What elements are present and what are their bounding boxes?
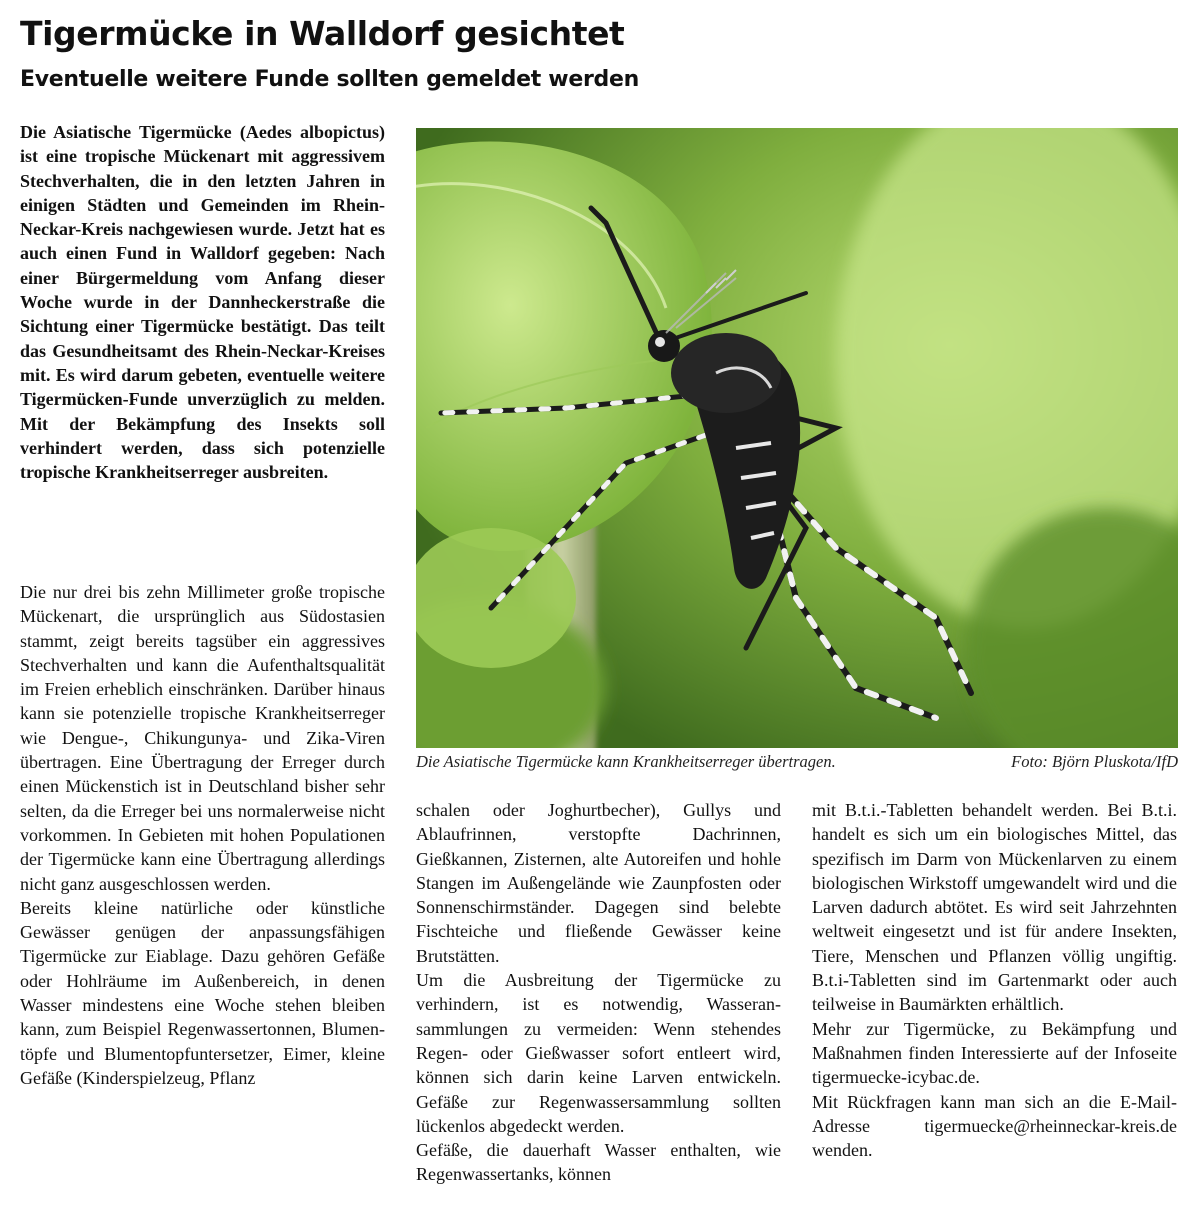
body-paragraph: Um die Ausbreitung der Tigermücke zu verhindern, ist es notwendig, Wasseransammlungen zu vermeiden: Wenn stehendes Regen- oder Gießwasser sofort entleert wird, können sich darin keine Larven entwickeln. Gefäße zur Regenwassersammlung sollten lückenlos abgedeckt werden. [416, 970, 781, 1136]
subheadline: Eventuelle weitere Funde sollten gemeldet werden [20, 67, 639, 92]
body-paragraph: Mit Rückfragen kann man sich an die E-Mail-Adresse tigermuecke@rheinneckar-kreis.de wenden. [812, 1091, 1177, 1161]
photo-credit: Foto: Björn Pluskota/IfD [1011, 752, 1178, 771]
photo-caption [416, 751, 1178, 773]
body-paragraph: schalen oder Joghurtbecher), Gullys und Ablaufrinnen, verstopfte Dachrinnen, Gießkannen, Zisternen, alte Autoreifen und hohle Stangen im Außengelände wie Zaunpfosten oder Sonnenschirmständer. Dagegen sind belebte Fischteiche und fließende Gewässer keine Brutstätten. [416, 800, 781, 966]
body-paragraph: Bereits kleine natürliche oder künstliche Gewässer genügen der anpassungsfähigen Tigermücke zur Eiablage. Dazu gehören Gefäße oder Hohlräume im Außenbereich, in denen Wasser mindestens eine Woche stehen bleiben kann, zum Beispiel Regenwassertonnen, Blumentöpfe und Blumentopfuntersetzer, Eimer, kleine Gefäße (Kinderspielzeug, Pflanz [20, 897, 385, 1088]
body-column-3 [812, 798, 1177, 1162]
body-paragraph: Die nur drei bis zehn Millimeter große tropische Mückenart, die ursprünglich aus Südostasien stammt, zeigt bereits tagsüber ein aggressives Stechverhalten und kann die Aufenthaltsqualität im Freien erheblich einschränken. Darüber hinaus kann sie potenzielle tropische Krankheitserreger wie Dengue-, Chikungunya- und Zika-Viren übertragen. Eine Übertragung der Erreger durch einen Mückenstich ist in Deutschland bisher sehr selten, da die Erreger bei uns normalerweise nicht vorkommen. In Gebieten mit hohen Populationen der Tigermücke kann eine Übertragung allerdings nicht ganz ausgeschlossen werden. [20, 582, 385, 894]
mosquito-photo [416, 128, 1178, 748]
body-paragraph: Mehr zur Tigermücke, zu Bekämpfung und Maßnahmen finden Interessierte auf der Infoseite tigermuecke-icybac.de. [812, 1018, 1177, 1088]
body-paragraph: mit B.t.i.-Tabletten behandelt werden. Bei B.t.i. handelt es sich um ein biologisches Mittel, das spezifisch im Darm von Mückenlarven zu einem biologischen Wirkstoff umgewandelt wird und die Larven dadurch abtötet. Es wird seit Jahrzehnten weltweit eingesetzt und ist für andere Insekten, Tiere, Menschen und Pflanzen völlig ungiftig. B.t.i-Tabletten sind im Gartenmarkt oder auch teilweise in Baumärkten erhältlich. [812, 800, 1177, 1015]
mosquito-on-leaf-icon [416, 128, 1178, 748]
caption-text: Die Asiatische Tigermücke kann Krankheitserreger übertragen. [416, 752, 836, 771]
lead-paragraph: Die Asiatische Tigermücke (Aedes albopictus) ist eine tropische Mückenart mit aggressivem Stechverhalten, die in den letzten Jahren in einigen Städten und Gemeinden im Rhein-Neckar-Kreis nachgewiesen wurde. Jetzt hat es auch einen Fund in Walldorf gegeben: Nach einer Bürgermeldung vom Anfang dieser Woche wurde in der Dannheckerstraße die Sichtung einer Tigermücke bestätigt. Das teilt das Gesundheitsamt des Rhein-Neckar-Kreises mit. Es wird darum gebeten, eventuelle weitere Tigermücken-Funde unverzüglich zu melden. Mit der Bekämpfung des Insekts soll verhindert werden, dass sich potenzielle tropische Krankheitserreger ausbreiten. [20, 122, 385, 483]
body-column-1 [20, 580, 385, 1090]
body-paragraph: Gefäße, die dauerhaft Wasser enthalten, wie Regenwassertanks, können [416, 1140, 781, 1185]
headline: Tigermücke in Walldorf gesichtet [20, 14, 625, 53]
body-column-2 [416, 798, 781, 1187]
